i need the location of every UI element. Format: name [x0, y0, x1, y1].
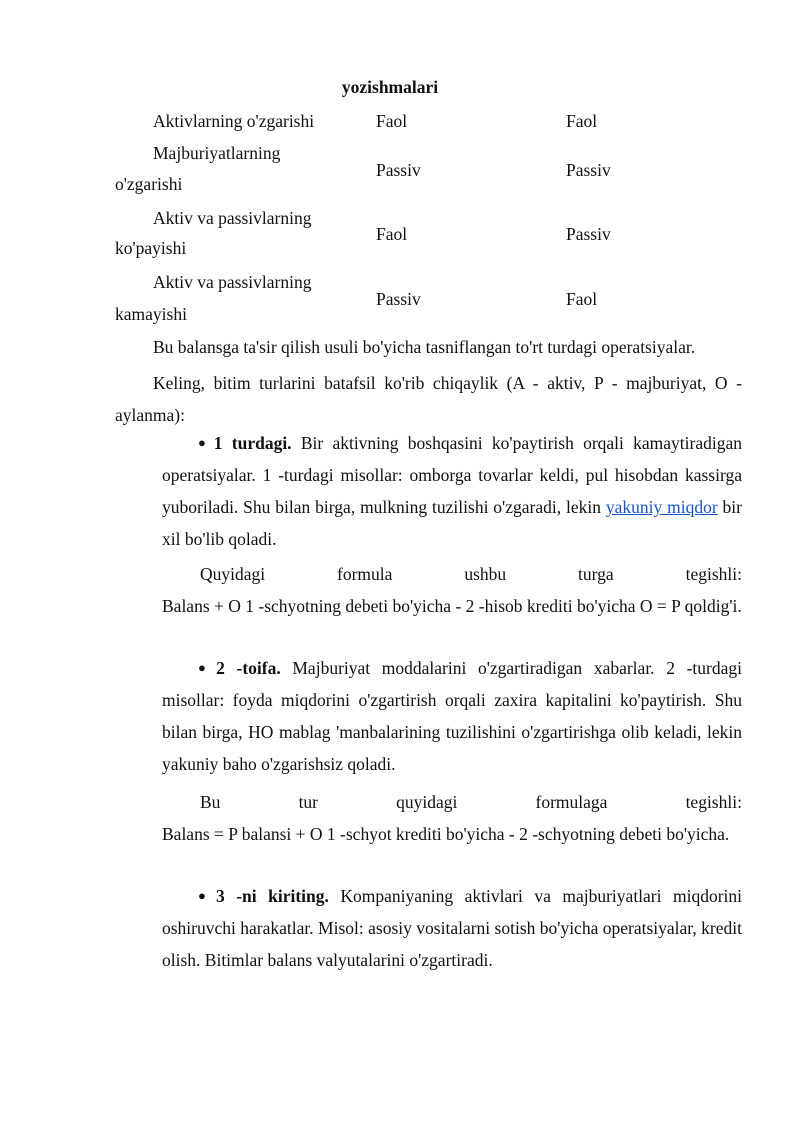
table-heading: yozishmalari: [341, 77, 439, 97]
table-cell: Passiv: [376, 160, 421, 180]
word: tegishli:: [685, 792, 742, 812]
word: Quyidagi: [200, 564, 266, 584]
bullet-icon: ●: [198, 660, 214, 675]
table-cell: Passiv: [566, 224, 611, 244]
table-cell-label-cont: ko'payishi: [115, 238, 187, 258]
table-cell-label: Aktiv va passivlarning: [153, 208, 312, 228]
table-cell-label: Aktivlarning o'zgarishi: [153, 111, 315, 131]
table-cell: Faol: [566, 111, 598, 131]
paragraph: [115, 331, 745, 363]
bullet-text: Kompaniyaning aktivlari va majburiyatlari miqdorini oshiruvchi harakatlar. Misol: asosiy vositalarni sotish bo'yicha operatsiyalar, kredit olish. Bitimlar balans valyutalarini o'zgartiradi.: [162, 886, 742, 970]
formula-intro: [162, 786, 742, 850]
formula-intro: [162, 558, 742, 622]
bullet-icon: ●: [198, 435, 211, 450]
table-cell-label: Aktiv va passivlarning: [153, 272, 312, 292]
bullet-item: [162, 652, 742, 780]
word: turga: [578, 564, 614, 584]
table-cell: Faol: [566, 289, 598, 309]
formula-text: Balans + O 1 -schyotning debeti bo'yicha - 2 -hisob krediti bo'yicha O = P qoldig'i.: [162, 596, 742, 616]
paragraph-text: Keling, bitim turlarini batafsil ko'rib chiqaylik (A - aktiv, P - majburiyat, O - aylanma):: [115, 373, 742, 425]
table-cell: Passiv: [376, 289, 421, 309]
formula-text: Balans = P balansi + O 1 -schyot krediti bo'yicha - 2 -schyotning debeti bo'yicha.: [162, 824, 730, 844]
bullet-item: [162, 880, 742, 976]
table-cell-label-cont: o'zgarishi: [115, 174, 183, 194]
table-cell-label-cont: kamayishi: [115, 304, 187, 324]
word: formula: [337, 564, 393, 584]
word: ushbu: [464, 564, 507, 584]
paragraph-text: Bu balansga ta'sir qilish usuli bo'yicha tasniflangan to'rt turdagi operatsiyalar.: [153, 337, 696, 357]
table-cell: Passiv: [566, 160, 611, 180]
bullet-text: Majburiyat moddalarini o'zgartiradigan xabarlar. 2 -turdagi misollar: foyda miqdorini o'zgartirish orqali zaxira kapitalini ko'paytirish. Shu bilan birga, HO mablag 'manbalarining tuzilishini o'zgartirishga olib keladi, lekin yakuniy baho o'zgarishsiz qoladi.: [162, 658, 742, 774]
table-cell: Faol: [376, 111, 408, 131]
bullet-icon: ●: [198, 888, 213, 903]
link-yakuniy-miqdor[interactable]: yakuniy miqdor: [605, 497, 718, 517]
word: formulaga: [535, 792, 608, 812]
word: tegishli:: [685, 564, 742, 584]
bullet-text: Bir aktivning boshqasini ko'paytirish orqali kamaytiradigan operatsiyalar. 1 -turdagi misollar: omborga tovarlar keldi, pul hisobdan kassirga yuboriladi. Shu bilan birga, mulkning tuzilishi o'zgaradi, lekin: [162, 433, 742, 517]
bullet-title: 2 -toifa.: [216, 658, 281, 678]
word: quyidagi: [396, 792, 458, 812]
word: tur: [298, 792, 319, 812]
bullet-text-end: bir xil bo'lib qoladi.: [162, 497, 742, 549]
bullet-item: [162, 427, 742, 555]
paragraph: [115, 367, 742, 431]
bullet-title: 3 -ni kiriting.: [215, 886, 329, 906]
word: Bu: [200, 792, 221, 812]
table-cell-label: Majburiyatlarning: [153, 143, 281, 163]
bullet-title: 1 turdagi.: [213, 433, 292, 453]
table-cell: Faol: [376, 224, 408, 244]
